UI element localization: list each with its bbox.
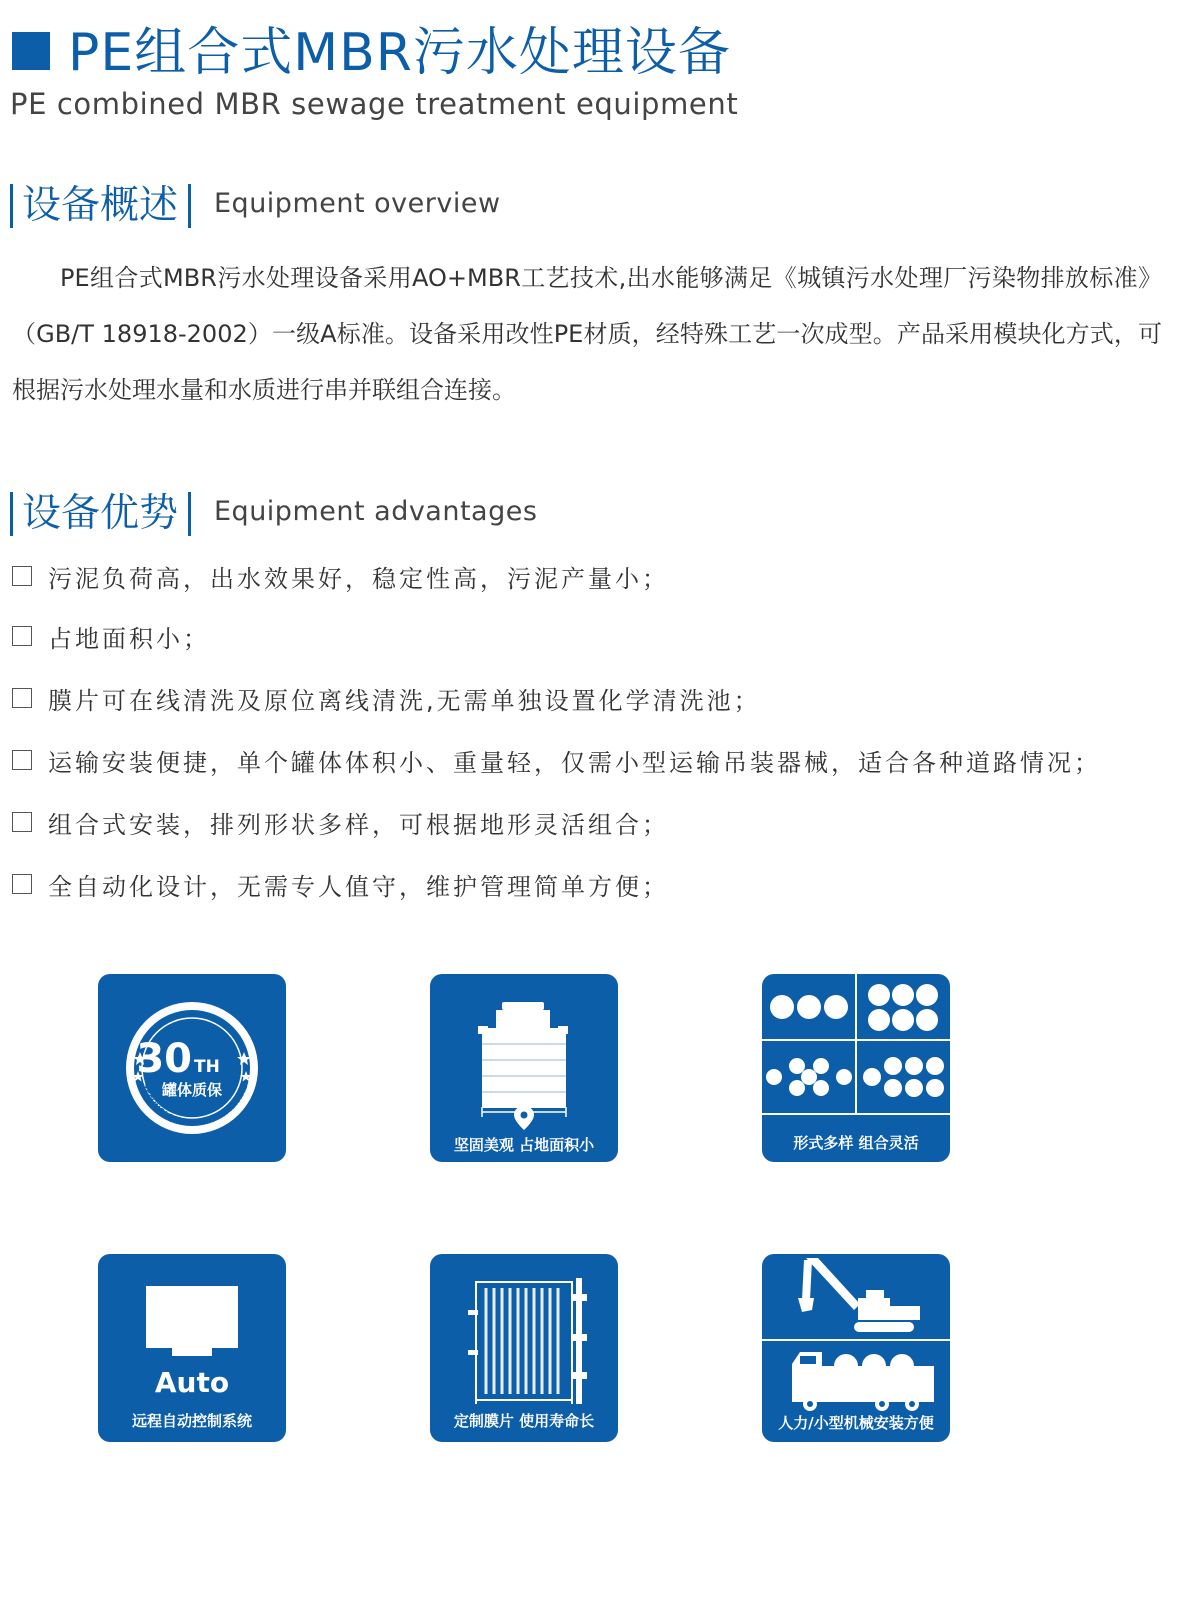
section-bar-right <box>188 492 191 536</box>
section-bar-left <box>10 184 13 228</box>
warranty-number: 30 <box>136 1036 192 1082</box>
auto-caption: 远程自动控制系统 <box>131 1412 252 1430</box>
checkbox-square-icon <box>12 812 32 832</box>
advantages-heading-en: Equipment advantages <box>214 496 538 527</box>
advantage-item: 占地面积小； <box>12 616 210 656</box>
warranty-badge-icon <box>98 974 286 1162</box>
page-title: PE组合式MBR污水处理设备 <box>68 23 731 83</box>
advantage-item: 膜片可在线清洗及原位离线清洗,无需单独设置化学清洗池； <box>12 678 761 718</box>
install-card <box>762 1254 950 1442</box>
solid-caption: 坚固美观 占地面积小 <box>453 1136 595 1154</box>
checkbox-square-icon <box>12 874 32 894</box>
page-subtitle: PE combined MBR sewage treatment equipment <box>10 87 739 121</box>
membrane-caption: 定制膜片 使用寿命长 <box>453 1412 595 1430</box>
section-bar-left <box>10 492 13 536</box>
advantages-heading-zh: 设备优势 <box>22 491 179 536</box>
checkbox-square-icon <box>12 626 32 646</box>
advantage-item: 污泥负荷高，出水效果好，稳定性高，污泥产量小； <box>12 556 669 596</box>
checkbox-square-icon <box>12 750 32 770</box>
auto-card <box>98 1254 286 1442</box>
solid-card <box>430 974 618 1162</box>
checkbox-square-icon <box>12 566 32 586</box>
overview-heading-en: Equipment overview <box>214 188 501 219</box>
install-caption: 人力/小型机械安装方便 <box>778 1414 934 1432</box>
title-square-icon <box>12 32 50 70</box>
warranty-label: 罐体质保 <box>161 1081 223 1099</box>
advantage-item: 全自动化设计，无需专人值守，维护管理简单方便； <box>12 864 669 904</box>
overview-heading-zh: 设备概述 <box>22 183 179 228</box>
ring-text: TECHNOLOGY ENVIRONMENTAL <box>138 1083 250 1128</box>
advantage-item: 运输安装便捷，单个罐体体积小、重量轻，仅需小型运输吊装器械，适合各种道路情况； <box>12 740 1101 780</box>
membrane-card <box>430 1254 618 1442</box>
form-card <box>762 974 950 1162</box>
auto-word: Auto <box>154 1366 230 1399</box>
warranty-suffix: TH <box>194 1057 220 1077</box>
checkbox-square-icon <box>12 688 32 708</box>
warranty-card <box>98 974 286 1162</box>
section-bar-right <box>188 184 191 228</box>
form-caption: 形式多样 组合灵活 <box>793 1134 919 1152</box>
advantage-item: 组合式安装，排列形状多样，可根据地形灵活组合； <box>12 802 669 842</box>
overview-paragraph: PE组合式MBR污水处理设备采用AO+MBR工艺技术,出水能够满足《城镇污水处理厂污染物排放标准》（GB/T 18918-2002）一级A标准。设备采用改性PE材质，经特殊工艺一次成型。产品采用模块化方式，可根据污水处理水量和水质进行串并联组合连接。 <box>12 264 1162 404</box>
